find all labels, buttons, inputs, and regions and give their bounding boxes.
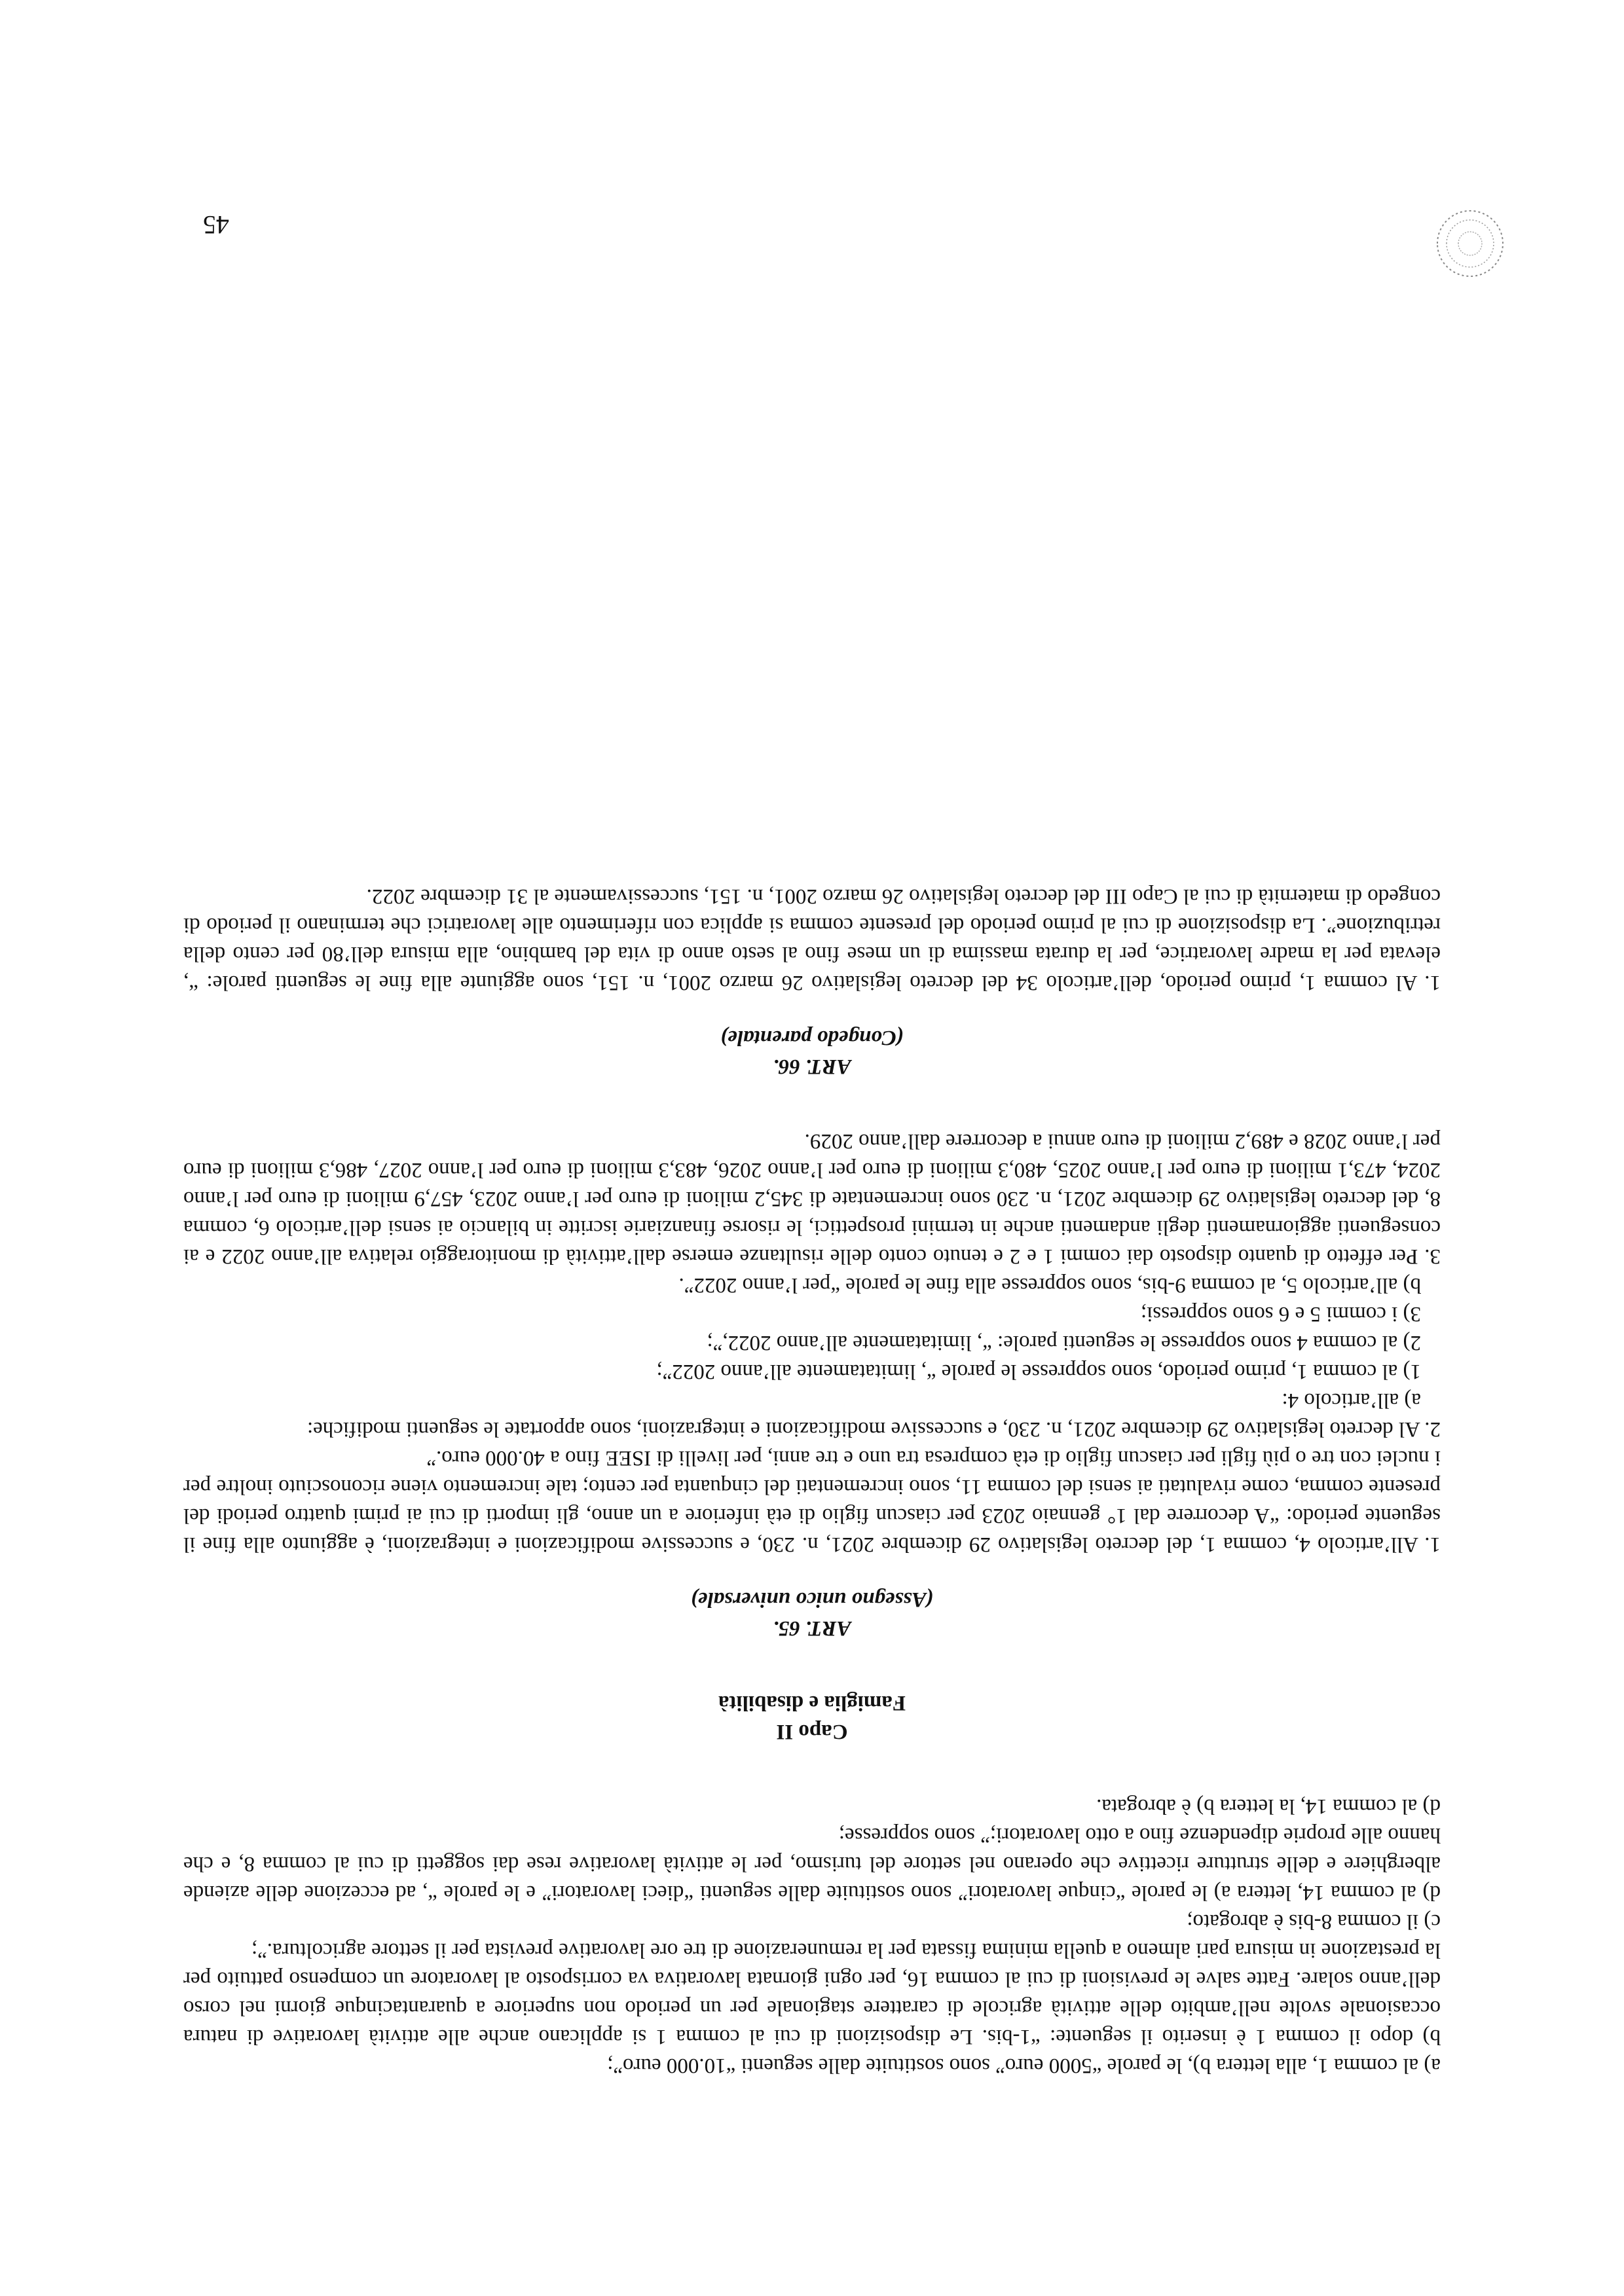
art65-comma-3: 3. Per effetto di quanto disposto dai commi 1 e 2 e tenuto conto delle risultanze emerse dall’attività di monitoraggio relativa all’anno 2022 e ai conseguenti aggiornamenti degli andamenti anche in termini prospettici, le risorse finanziarie iscritte in bilancio ai sensi dell’articolo 6, comma 8, del decreto legislativo 29 dicembre 2021, n. 230 sono incrementate di 345,2 milioni di euro per l’anno 2023, 457,9 milioni di euro per l’anno 2024, 473,1 milioni di euro per l’anno 2025, 480,3 milioni di euro per l’anno 2026, 483,3 milioni di euro per l’anno 2027, 486,3 milioni di euro per l’anno 2028 e 489,2 milioni di euro annui a decorrere dall’anno 2029. bbox=[183, 1129, 1441, 1268]
page-number: 45 bbox=[203, 210, 229, 240]
art66-title: (Congedo parentale) bbox=[720, 1026, 904, 1049]
document-body bbox=[183, 882, 1441, 2080]
art66-number: ART. 66. bbox=[773, 1055, 851, 1078]
art65-comma-2-a-1: 1) al comma 1, primo periodo, sono soppresse le parole “, limitatamente all’anno 2022”; bbox=[656, 1360, 1421, 1383]
chapter-subtitle: Famiglia e disabilità bbox=[718, 1691, 906, 1715]
art65-comma-2-a-2: 2) al comma 4 sono soppresse le seguenti parole: “, limitatamente all’anno 2022,”; bbox=[707, 1331, 1421, 1355]
art65-comma-1: 1. All’articolo 4, comma 1, del decreto legislativo 29 dicembre 2021, n. 230, e successive modificazioni e integrazioni, è aggiunto alla fine il seguente periodo: “A decorrere dal 1° gennaio 2023 per ciascun figlio di età inferiore a un anno, gli importi di cui ai primi quattro periodi del presente comma, come rivalutati ai sensi del comma 11, sono incrementati del cinquanta per cento; tale incremento viene riconosciuto inoltre per i nuclei con tre o più figli per ciascun figlio di età compresa tra uno e tre anni, per livelli di ISEE fino a 40.000 euro.” bbox=[183, 1446, 1441, 1556]
art65-comma-2: 2. Al decreto legislativo 29 dicembre 2021, n. 230, e successive modificazioni e integrazioni, sono apportate le seguenti modifiche: bbox=[306, 1417, 1441, 1441]
chapter-title: Capo II bbox=[776, 1720, 848, 1743]
art65-number: ART. 65. bbox=[773, 1616, 851, 1640]
paragraph-b: b) dopo il comma 1 è inserito il seguente: “1-bis. Le disposizioni di cui al comma 1 si applicano anche alle attività lavorative di natura occasionale svolte nell’ambito delle attività agricole di carattere stagionale per un periodo non superiore a quarantacinque giorni nel corso dell’anno solare. Fatte salve le previsioni di cui al comma 16, per ogni giornata lavorativa va corrisposto al lavoratore un compenso pattuito per la prestazione in misura pari almeno a quella minima fissata per la remunerazione di tre ore lavorative prevista per il settore agricoltura.”; bbox=[183, 1939, 1441, 2049]
official-seal-icon bbox=[1434, 208, 1506, 280]
paragraph-c: c) il comma 8-bis è abrogato; bbox=[1187, 1910, 1441, 1933]
art65-comma-2-a: a) all’articolo 4: bbox=[1282, 1389, 1421, 1412]
art65-comma-2-a-3: 3) i commi 5 e 6 sono soppressi; bbox=[1140, 1302, 1421, 1326]
paragraph-d: d) al comma 14, lettera a) le parole “cinque lavoratori” sono sostituite dalle seguenti “dieci lavoratori” e le parole “, ad eccezione delle aziende alberghiere e delle strutture ricettive che operano nel settore del turismo, per le attività lavorative rese dai soggetti di cui al comma 8, e che hanno alle proprie dipendenze fino a otto lavoratori;” sono soppresse; bbox=[183, 1823, 1441, 1904]
paragraph-d-bis: d) al comma 14, la lettera b) è abrogata. bbox=[1096, 1795, 1441, 1818]
paragraph-a: a) al comma 1, alla lettera b), le parole “5000 euro” sono sostituite dalle seguenti “10.000 euro”; bbox=[607, 2054, 1441, 2077]
art65-title: (Assegno unico universale) bbox=[690, 1588, 934, 1611]
art65-comma-2-b: b) all’articolo 5, al comma 9-bis, sono soppresse alla fine le parole “per l’anno 2022”. bbox=[678, 1273, 1421, 1297]
art66-comma-1: 1. Al comma 1, primo periodo, dell’articolo 34 del decreto legislativo 26 marzo 2001, n. 151, sono aggiunte alla fine le seguenti parole: “, elevata per la madre lavoratrice, per la durata massima di un mese fino al sesto anno di vita del bambino, alla misura dell’80 per cento della retribuzione”. La disposizione di cui al primo periodo del presente comma si applica con riferimento alle lavoratrici che terminano il periodo di congedo di maternità di cui al Capo III del decreto legislativo 26 marzo 2001, n. 151, successivamente al 31 dicembre 2022. bbox=[183, 884, 1441, 994]
